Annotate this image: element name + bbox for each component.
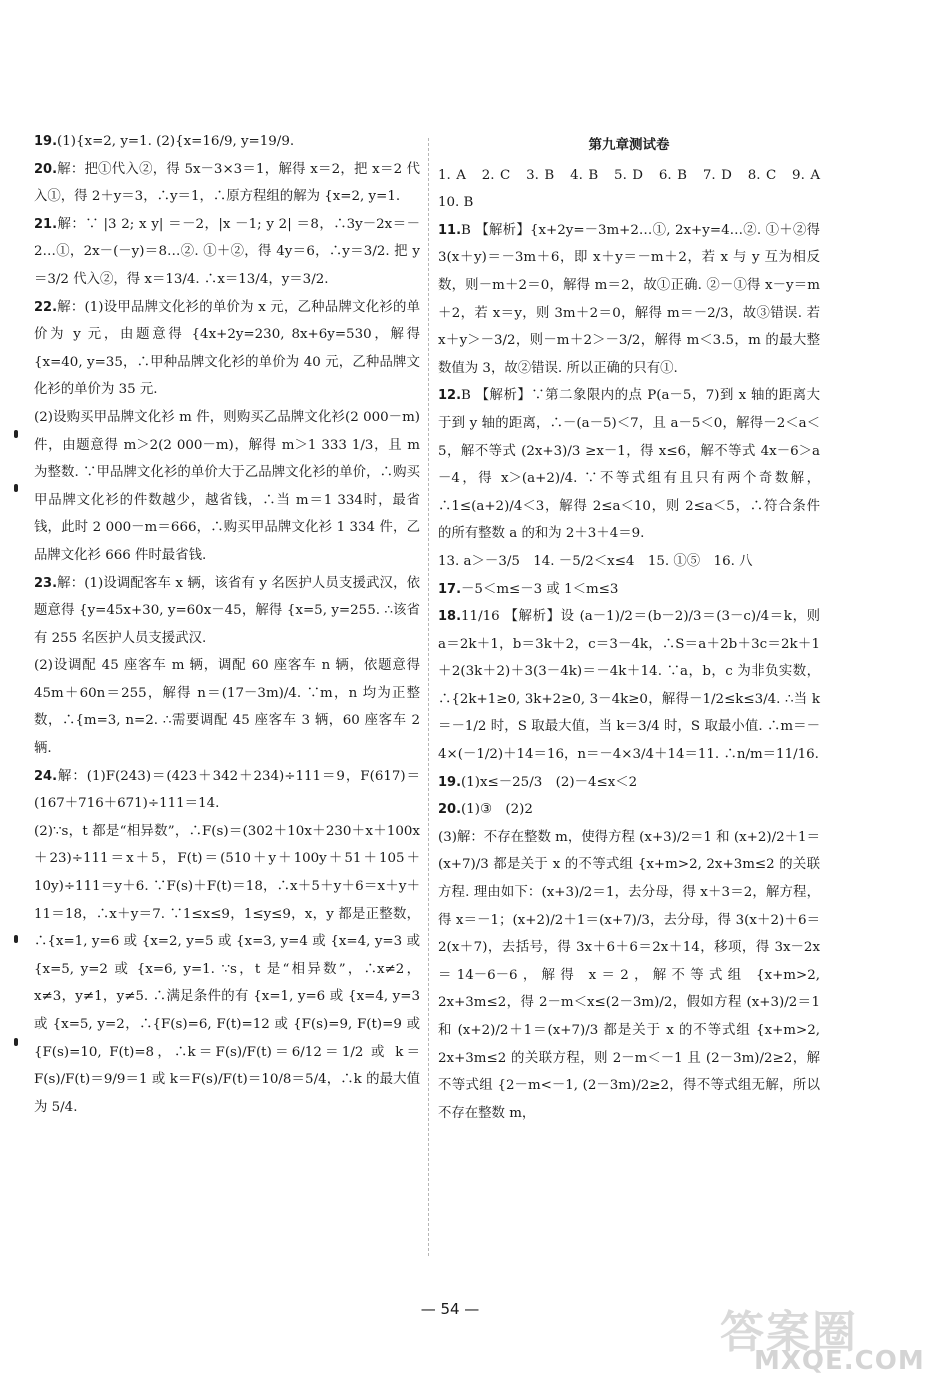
answer-item (438, 603, 820, 769)
question-number: 19. (438, 774, 462, 790)
answer-item (438, 576, 820, 604)
answer-text: B 【解析】{x+2y=－3m+2…①, 2x+y=4…②. ①＋②得 3(x＋y)＝－3m＋6，即 x＋y＝－m＋2，若 x 与 y 互为相反数，则－m＋2＝0，解得 m＝2，故①正确. ②－①得 x－y＝m＋2，若 x＝y，则 3m＋2＝0，解得 m＝－2/3，故③错误. 若 x＋y＞－3/2，则－m＋2＞－3/2，解得 m＜3.5，m 的最大整数值为 3，故②错误. 所以正确的只有①. (438, 222, 820, 376)
answer-text: 解：(1)F(243)＝(423＋342＋234)÷111＝9，F(617)＝(167＋716＋671)÷111＝14. (34, 768, 420, 812)
left-column (34, 128, 420, 1121)
answer-item (34, 211, 420, 294)
question-number: 12. (438, 388, 462, 404)
page-number: — 54 — (420, 1300, 480, 1318)
answer-item (34, 570, 420, 653)
answer-item (438, 162, 834, 217)
answer-item (34, 652, 420, 762)
question-number: 18. (438, 609, 462, 625)
answer-text: (1){x=2, y=1. (2){x=16/9, y=19/9. (57, 134, 295, 149)
question-number: 23. (34, 575, 58, 591)
question-number: 17. (438, 581, 462, 597)
answer-text: (2)∵s，t 都是“相异数”，∴F(s)＝(302＋10x＋230＋x＋100x＋23)÷111＝x＋5，F(t)＝(510＋y＋100y＋51＋105＋10y)÷111＝y＋6. ∵F(s)＋F(t)＝18，∴x＋5＋y＋6＝x＋y＋11＝18，∴x＋y＝7. ∵1≤x≤9，1≤y≤9，x，y 都是正整数，∴{x=1, y=6 或 {x=2, y=5 或 {x=3, y=4 或 {x=4, y=3 或 {x=5, y=2 或 {x=6, y=1. ∵s，t 是“相异数”，∴x≠2，x≠3，y≠1，y≠5. ∴满足条件的有 {x=1, y=6 或 {x=4, y=3 或 {x=5, y=2，∴{F(s)=6, F(t)=12 或 {F(s)=9, F(t)=9 或 {F(s)=10, F(t)=8，∴k＝F(s)/F(t)＝6/12＝1/2 或 k＝F(s)/F(t)＝9/9＝1 或 k＝F(s)/F(t)＝10/8＝5/4，∴k 的最大值为 5/4. (34, 823, 420, 1115)
margin-mark (14, 430, 18, 438)
answer-text: 解：(1)设甲品牌文化衫的单价为 x 元，乙种品牌文化衫的单价为 y 元，由题意得 {4x+2y=230, 8x+6y=530，解得 {x=40, y=35，∴甲种品牌文化衫的单价为 40 元，乙种品牌文化衫的单价为 35 元. (34, 299, 420, 398)
question-number: 24. (34, 768, 58, 784)
question-number: 19. (34, 134, 58, 149)
chapter-test-title: 第九章测试卷 (588, 137, 670, 153)
answer-item (34, 294, 420, 404)
margin-mark (14, 484, 18, 492)
right-column (438, 128, 834, 1127)
answer-text: (2)设调配 45 座客车 m 辆，调配 60 座客车 n 辆，依题意得 45m＋60n＝255，解得 n＝(17－3m)/4. ∵m，n 均为正整数，∴{m=3, n=2. ∴需要调配 45 座客车 3 辆，60 座客车 2 辆. (34, 658, 420, 757)
answer-item (34, 128, 420, 156)
answer-item (34, 156, 420, 211)
answer-text: 1. A 2. C 3. B 4. B 5. D 6. B 7. D 8. C 9. A 10. B (438, 167, 834, 211)
answer-text: B 【解析】∵第二象限内的点 P(a－5，7)到 x 轴的距离大于到 y 轴的距离，∴－(a－5)＜7，且 a－5＜0，解得－2＜a＜5，解不等式 (2x+3)/3 ≥x－1，得 x≤6，解不等式 4x－6＞a－4，得 x＞(a+2)/4. ∵不等式组有且只有两个奇数解，∴1≤(a+2)/4＜3，解得 2≤a＜10，则 2≤a＜5，∴符合条件的所有整数 a 的和为 2＋3＋4＝9. (438, 388, 820, 542)
answer-item (438, 769, 820, 797)
answer-item (438, 796, 820, 824)
answer-text: (3)解：不存在整数 m，使得方程 (x+3)/2＝1 和 (x+2)/2＋1＝(x+7)/3 都是关于 x 的不等式组 {x+m>2, 2x+3m≤2 的关联方程. 理由如下：(x+3)/2＝1，去分母，得 x＋3＝2，解方程，得 x＝－1；(x+2)/2＋1＝(x+7)/3，去分母，得 3(x＋2)＋6＝2(x＋7)，去括号，得 3x＋6＋6＝2x＋14，移项，得 3x－2x＝14－6－6，解得 x＝2，解不等式组 {x+m>2, 2x+3m≤2，得 2－m＜x≤(2－3m)/2，假如方程 (x+3)/2＝1 和 (x+2)/2＋1＝(x+7)/3 都是关于 x 的不等式组 {x+m>2, 2x+3m≤2 的关联方程，则 2－m＜－1 且 (2－3m)/2≥2，解不等式组 {2－m<－1, (2－3m)/2≥2，得不等式组无解，所以不存在整数 m， (438, 829, 820, 1121)
question-number: 21. (34, 216, 58, 232)
answer-item (34, 763, 420, 818)
question-number: 11. (438, 222, 462, 238)
answer-text: 解：∵ |3 2; x y| ＝－2，|x －1; y 2| ＝8，∴3y－2x＝－2…①，2x－(－y)＝8…②. ①＋②，得 4y＝6，∴y＝3/2. 把 y＝3/2 代入②，得 x＝13/4. ∴x＝13/4，y＝3/2. (34, 216, 420, 287)
question-number: 20. (438, 802, 462, 818)
answer-text: (1)x≤－25/3 (2)－4≤x＜2 (461, 774, 638, 790)
answer-text: －5＜m≤－3 或 1＜m≤3 (461, 581, 619, 597)
watermark-logo (720, 1296, 925, 1380)
answer-text: 11/16 【解析】设 (a－1)/2＝(b－2)/3＝(3－c)/4＝k，则 a＝2k＋1，b＝3k＋2，c＝3－4k，∴S＝a＋2b＋3c＝2k＋1＋2(3k＋2)＋3(3－4k)＝－4k＋14. ∵a，b，c 为非负实数，∴{2k+1≥0, 3k+2≥0, 3－4k≥0，解得－1/2≤k≤3/4. ∴当 k＝－1/2 时，S 取最大值，当 k＝3/4 时，S 取最小值. ∴m＝－4×(－1/2)＋14＝16，n＝－4×3/4＋14＝11. ∴n/m＝11/16. (438, 609, 820, 763)
answer-item (34, 818, 420, 1122)
watermark-text-top: 答案圈 (720, 1307, 858, 1358)
question-number: 20. (34, 161, 58, 177)
answer-item (438, 548, 820, 576)
answer-text: (2)设购买甲品牌文化衫 m 件，则购买乙品牌文化衫(2 000－m)件，由题意得 m＞2(2 000－m)，解得 m＞1 333 1/3，且 m 为整数. ∵甲品牌文化衫的单价大于乙品牌文化衫的单价，∴购买甲品牌文化衫的件数越少，越省钱，∴当 m＝1 334时，最省钱，此时 2 000－m＝666，∴购买甲品牌文化衫 1 334 件，乙品牌文化衫 666 件时最省钱. (34, 409, 420, 563)
question-number: 22. (34, 299, 58, 315)
answer-item (34, 404, 420, 570)
margin-mark (14, 935, 18, 943)
answer-text: 解：(1)设调配客车 x 辆，该省有 y 名医护人员支援武汉，依题意得 {y=45x+30, y=60x－45，解得 {x=5, y=255. ∴该省有 255 名医护人员支援武汉. (34, 575, 420, 646)
answer-item (438, 382, 820, 548)
column-divider (428, 138, 429, 1256)
answer-item (438, 824, 820, 1128)
margin-mark (14, 1038, 18, 1046)
watermark-text-bottom: MXQE.COM (754, 1346, 925, 1376)
answer-text: (1)③ (2)2 (461, 802, 533, 818)
answer-item (438, 217, 820, 383)
answer-text: 解：把①代入②，得 5x－3×3＝1，解得 x＝2，把 x＝2 代入①，得 2＋y＝3，∴y＝1，∴原方程组的解为 {x=2, y=1. (34, 161, 420, 205)
answer-text: 13. a＞－3/5 14. －5/2＜x≤4 15. ①⑤ 16. 八 (438, 553, 753, 569)
